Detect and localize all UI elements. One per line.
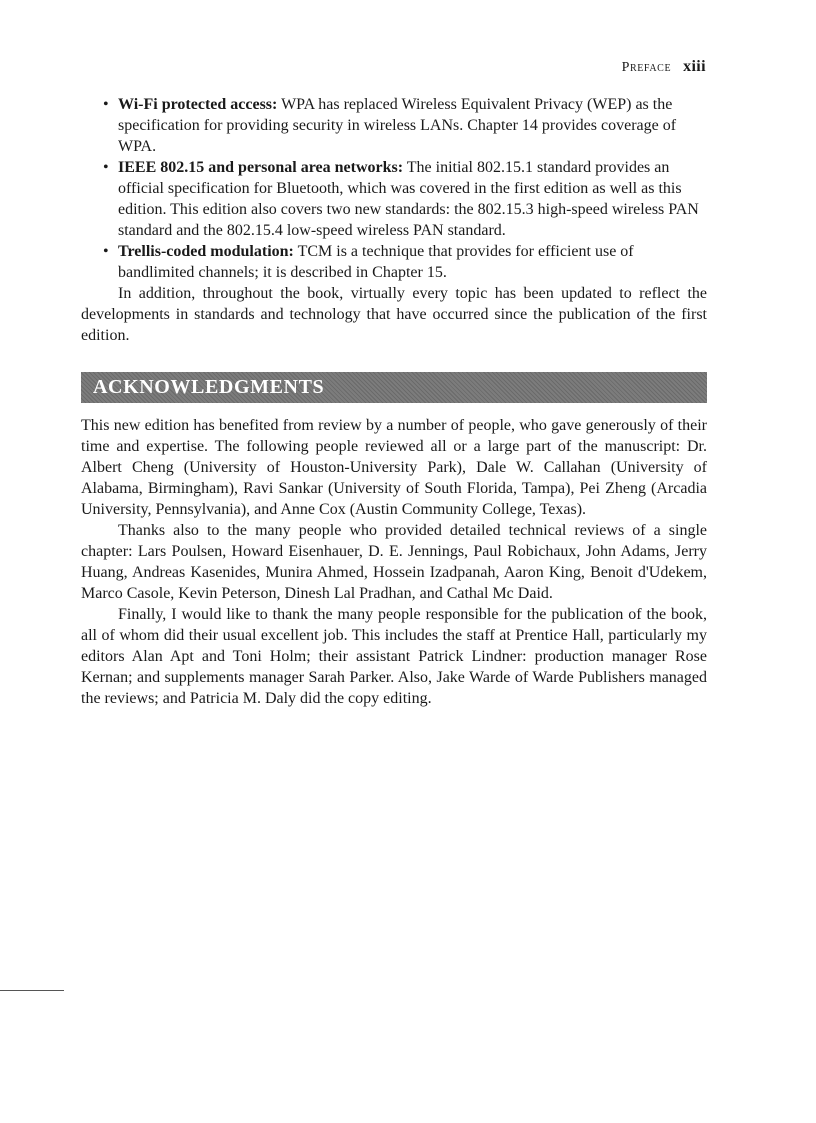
acknowledgments-paragraph: This new edition has benefited from review by a number of people, who gave generously of their time and expertise. The following people reviewed all or a large part of the manuscript: Dr. Albert Cheng (University of Houston-University Park), Dale W. Callahan (University of Alabama, Birmingham), Ravi Sankar (University of South Florida, Tampa), Pei Zheng (Arcadia University, Pennsylvania), and Anne Cox (Austin Community College, Texas). xyxy=(81,417,707,518)
bullet-text: TCM is a technique that provides for efficient use of bandlimited channels; it is described in Chapter 15. xyxy=(118,243,634,281)
bullet-term: IEEE 802.15 and personal area networks: xyxy=(118,159,404,176)
bullet-text: WPA has replaced Wireless Equivalent Privacy (WEP) as the specification for providing security in wireless LANs. Chapter 14 provides coverage of WPA. xyxy=(118,96,677,155)
bullet-icon: • xyxy=(103,159,109,176)
page-body xyxy=(81,94,707,709)
bullet-list xyxy=(81,94,707,283)
bullet-icon: • xyxy=(103,243,109,260)
acknowledgments-paragraph: Finally, I would like to thank the many people responsible for the publication of the book, all of whom did their usual excellent job. This includes the staff at Prentice Hall, particularly my editors Alan Apt and Toni Holm; their assistant Patrick Lindner: production manager Rose Kernan; and supplements manager Sarah Parker. Also, Jake Warde of Warde Publishers managed the reviews; and Patricia M. Daly did the copy editing. xyxy=(81,606,707,707)
running-head xyxy=(622,58,706,76)
section-title: ACKNOWLEDGMENTS xyxy=(93,376,325,398)
scan-edge-mark xyxy=(0,990,64,991)
list-item xyxy=(81,94,699,157)
section-heading-banner xyxy=(81,372,707,403)
bullet-text: The initial 802.15.1 standard provides an official specification for Bluetooth, which was covered in the first edition as well as this edition. This edition also covers two new standards: the 802.15.3 high-speed wireless PAN standard and the 802.15.4 low-speed wireless PAN standard. xyxy=(118,159,699,239)
bullet-term: Wi-Fi protected access: xyxy=(118,96,278,113)
running-head-label: Preface xyxy=(621,60,672,75)
list-item xyxy=(81,241,699,283)
bullet-term: Trellis-coded modulation: xyxy=(118,243,294,260)
closing-paragraph: In addition, throughout the book, virtually every topic has been updated to reflect the developments in standards and technology that have occurred since the publication of the first edition. xyxy=(81,285,707,344)
list-item xyxy=(81,157,699,241)
page-number: xiii xyxy=(683,58,706,75)
acknowledgments-paragraph: Thanks also to the many people who provided detailed technical reviews of a single chapter: Lars Poulsen, Howard Eisenhauer, D. E. Jennings, Paul Robichaux, John Adams, Jerry Huang, Andreas Kasenides, Munira Ahmed, Hossein Izadpanah, Aaron King, Benoit d'Udekem, Marco Casole, Kevin Peterson, Dinesh Lal Pradhan, and Cathal Mc Daid. xyxy=(81,522,707,602)
bullet-icon: • xyxy=(103,96,109,113)
